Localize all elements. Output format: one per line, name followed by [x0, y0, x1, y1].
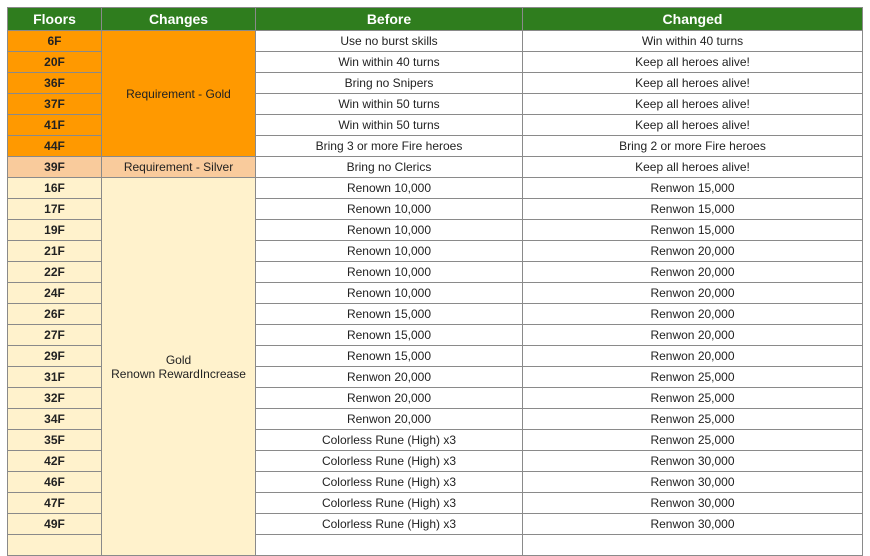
table-body: [8, 31, 863, 556]
changed-cell: Renwon 30,000: [523, 514, 863, 535]
before-cell: Win within 50 turns: [256, 115, 523, 136]
before-cell: Renown 10,000: [256, 178, 523, 199]
before-cell: Renown 10,000: [256, 220, 523, 241]
before-cell: Bring no Clerics: [256, 157, 523, 178]
before-cell: Renown 15,000: [256, 346, 523, 367]
before-cell: Renown 15,000: [256, 325, 523, 346]
changed-cell: Renwon 25,000: [523, 367, 863, 388]
changed-cell: Renwon 20,000: [523, 241, 863, 262]
floor-cell: 16F: [8, 178, 102, 199]
floor-cell: 47F: [8, 493, 102, 514]
changed-cell: Bring 2 or more Fire heroes: [523, 136, 863, 157]
changed-cell: Renwon 25,000: [523, 409, 863, 430]
group-requirement-gold: [102, 31, 256, 157]
changed-cell: Renwon 20,000: [523, 262, 863, 283]
floor-cell: 6F: [8, 31, 102, 52]
before-cell: Renwon 20,000: [256, 409, 523, 430]
before-cell: Win within 40 turns: [256, 52, 523, 73]
header-changes: Changes: [102, 8, 256, 31]
floor-cell: 44F: [8, 136, 102, 157]
before-cell: Bring no Snipers: [256, 73, 523, 94]
header-floors: Floors: [8, 8, 102, 31]
changed-cell: Keep all heroes alive!: [523, 52, 863, 73]
floor-cell: 27F: [8, 325, 102, 346]
changed-cell: Renwon 30,000: [523, 472, 863, 493]
before-cell: Renown 10,000: [256, 241, 523, 262]
changed-cell: Renwon 15,000: [523, 220, 863, 241]
changed-cell: Renwon 20,000: [523, 325, 863, 346]
header-row: [8, 8, 863, 31]
changed-cell: Keep all heroes alive!: [523, 94, 863, 115]
before-cell: Colorless Rune (High) x3: [256, 472, 523, 493]
before-cell: Renwon 20,000: [256, 367, 523, 388]
changed-cell: Renwon 30,000: [523, 493, 863, 514]
header-changed: Changed: [523, 8, 863, 31]
floor-changes-table: [7, 7, 863, 556]
table-row: [8, 31, 863, 52]
changed-cell: Renwon 30,000: [523, 451, 863, 472]
group-label-line1: Requirement - Gold: [126, 86, 231, 101]
before-cell: [256, 535, 523, 556]
floor-cell: 19F: [8, 220, 102, 241]
changed-cell: Keep all heroes alive!: [523, 73, 863, 94]
floor-cell: 36F: [8, 73, 102, 94]
floor-cell: 46F: [8, 472, 102, 493]
changed-cell: Renwon 15,000: [523, 178, 863, 199]
before-cell: Renown 10,000: [256, 262, 523, 283]
changed-cell: Win within 40 turns: [523, 31, 863, 52]
floor-cell: 24F: [8, 283, 102, 304]
floor-cell: 26F: [8, 304, 102, 325]
changed-cell: Renwon 20,000: [523, 346, 863, 367]
before-cell: Renown 10,000: [256, 283, 523, 304]
floor-cell: 17F: [8, 199, 102, 220]
changed-cell: Keep all heroes alive!: [523, 157, 863, 178]
before-cell: Colorless Rune (High) x3: [256, 493, 523, 514]
table-row: [8, 178, 863, 199]
floor-cell: 29F: [8, 346, 102, 367]
floor-cell: 31F: [8, 367, 102, 388]
floor-cell: 39F: [8, 157, 102, 178]
before-cell: Colorless Rune (High) x3: [256, 451, 523, 472]
table-row: [8, 157, 863, 178]
before-cell: Renown 10,000: [256, 199, 523, 220]
floor-cell: 22F: [8, 262, 102, 283]
before-cell: Bring 3 or more Fire heroes: [256, 136, 523, 157]
floor-cell: 41F: [8, 115, 102, 136]
changed-cell: Keep all heroes alive!: [523, 115, 863, 136]
before-cell: Win within 50 turns: [256, 94, 523, 115]
before-cell: Colorless Rune (High) x3: [256, 430, 523, 451]
group-label-line1: Gold: [165, 352, 192, 367]
group-renown-reward: [102, 178, 256, 556]
changed-cell: Renwon 25,000: [523, 388, 863, 409]
floor-cell: 49F: [8, 514, 102, 535]
before-cell: Renown 15,000: [256, 304, 523, 325]
changed-cell: [523, 535, 863, 556]
floor-cell: 21F: [8, 241, 102, 262]
changed-cell: Renwon 20,000: [523, 304, 863, 325]
floor-cell: 42F: [8, 451, 102, 472]
floor-cell: 20F: [8, 52, 102, 73]
floor-cell: [8, 535, 102, 556]
group-label-line2: Renown RewardIncrease: [111, 366, 246, 381]
group-label-line1: Requirement - Silver: [123, 160, 234, 174]
changed-cell: Renwon 20,000: [523, 283, 863, 304]
header-before: Before: [256, 8, 523, 31]
changed-cell: Renwon 15,000: [523, 199, 863, 220]
floor-cell: 37F: [8, 94, 102, 115]
before-cell: Colorless Rune (High) x3: [256, 514, 523, 535]
before-cell: Renwon 20,000: [256, 388, 523, 409]
floor-cell: 35F: [8, 430, 102, 451]
changed-cell: Renwon 25,000: [523, 430, 863, 451]
before-cell: Use no burst skills: [256, 31, 523, 52]
group-requirement-silver: [102, 157, 256, 178]
floor-cell: 34F: [8, 409, 102, 430]
floor-cell: 32F: [8, 388, 102, 409]
